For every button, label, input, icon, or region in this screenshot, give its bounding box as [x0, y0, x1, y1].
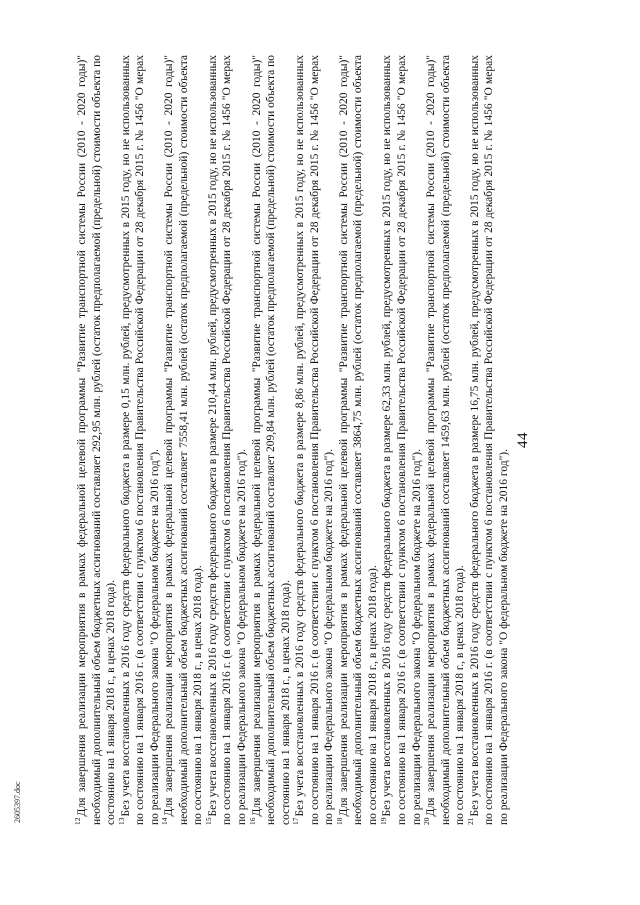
rotated-content — [13, 55, 531, 825]
footnote-text: Для завершения реализации мероприятия в рамках федеральной целевой программы "Развитие транспортной системы России (2010 - 2020 годы)" необходимый дополнительный объем бюджетных ассигнований составляет 7558,41 млн. рублей (остаток предполагаемой (предельной) стоимости объекта по состоянию на 1 января 2018 г., в ценах 2018 года). — [163, 55, 205, 825]
footnote-text: Для завершения реализации мероприятия в рамках федеральной целевой программы "Развитие транспортной системы России (2010 - 2020 годы)" необходимый дополнительный объем бюджетных ассигнований составляет 209,84 млн. рублей (остаток предполагаемой (предельной) стоимости объекта по состоянию на 1 января 2018 г., в ценах 2018 года). — [250, 55, 292, 825]
footnote-text: Для завершения реализации мероприятия в рамках федеральной целевой программы "Развитие транспортной системы России (2010 - 2020 годы)" необходимый дополнительный объем бюджетных ассигнований составляет 292,95 млн. рублей (остаток предполагаемой (предельной) стоимости объекта по состоянию на 1 января 2018 г., в ценах 2018 года). — [76, 55, 118, 825]
footnote-marker: 13 — [116, 817, 126, 825]
footnote — [75, 55, 119, 825]
footnote-marker: 15 — [204, 817, 214, 825]
footnote — [162, 55, 206, 825]
footnote — [380, 55, 424, 825]
footnote-text: Без учета восстановленных в 2016 году средств федерального бюджета в размере 210,44 млн. рублей, предусмотренных в 2015 году, но не использованных по состоянию на 1 января 2016 г. (в соответствии с пунктом 6 постановления Правительства Российской Федерации от 28 декабря 2015 г. № 1456 "О мерах по реализации Федерального закона "О федеральном бюджете на 2016 год"). — [206, 55, 249, 825]
footnote — [337, 55, 381, 825]
footnote-text: Для завершения реализации мероприятия в рамках федеральной целевой программы "Развитие транспортной системы России (2010 - 2020 годы)" необходимый дополнительный объем бюджетных ассигнований составляет 3864,75 млн. рублей (остаток предполагаемой (предельной) стоимости объекта по состоянию на 1 января 2018 г., в ценах 2018 года). — [337, 55, 379, 825]
page-number: 44 — [515, 432, 531, 448]
footnote-marker: 14 — [160, 817, 170, 825]
footnote-marker: 19 — [378, 817, 388, 825]
footnote-text: Без учета восстановленных в 2016 году средств федерального бюджета в размере 62,33 млн. рублей, предусмотренных в 2015 году, но не использованных по состоянию на 1 января 2016 г. (в соответствии с пунктом 6 постановления Правительства Российской Федерации от 28 декабря 2015 г. № 1456 "О мерах по реализации Федерального закона "О федеральном бюджете на 2016 год"). — [381, 55, 423, 825]
footnote — [424, 55, 468, 825]
footnote-text: Без учета восстановленных в 2016 году средств федерального бюджета в размере 8,86 млн. рублей, предусмотренных в 2015 году, но не использованных по состоянию на 1 января 2016 г. (в соответствии с пунктом 6 постановления Правительства Российской Федерации от 28 декабря 2015 г. № 1456 "О мерах по реализации Федерального закона "О федеральном бюджете на 2016 год"). — [294, 55, 336, 825]
footnote-marker: 18 — [335, 817, 345, 825]
footnote-marker: 12 — [73, 817, 83, 825]
footnote-marker: 21 — [465, 817, 475, 825]
footnote-text: Для завершения реализации мероприятия в рамках федеральной целевой программы "Развитие транспортной системы России (2010 - 2020 годы)" необходимый дополнительный объем бюджетных ассигнований составляет 1459,63 млн. рублей (остаток предполагаемой (предельной) стоимости объекта по состоянию на 1 января 2018 г., в ценах 2018 года). — [425, 55, 467, 825]
footnote-text: Без учета восстановленных в 2016 году средств федерального бюджета в размере 0,15 млн. рублей, предусмотренных в 2015 году, но не использованных по состоянию на 1 января 2016 г. (в соответствии с пунктом 6 постановления Правительства Российской Федерации от 28 декабря 2015 г. № 1456 "О мерах по реализации Федерального закона "О федеральном бюджете на 2016 год"). — [119, 55, 161, 825]
footnote-text: Без учета восстановленных в 2016 году средств федерального бюджета в размере 16,75 млн. рублей, предусмотренных в 2015 году, но не использованных по состоянию на 1 января 2016 г. (в соответствии с пунктом 6 постановления Правительства Российской Федерации от 28 декабря 2015 г. № 1456 "О мерах по реализации Федерального закона "О федеральном бюджете на 2016 год"). — [468, 55, 510, 825]
footnote — [247, 55, 294, 825]
footnote — [206, 55, 250, 825]
footnotes-block — [75, 55, 511, 825]
footnote-marker: 20 — [422, 817, 432, 825]
footnote — [465, 55, 512, 825]
footnote — [116, 55, 163, 825]
document-code: 2605397.doc — [13, 781, 22, 823]
footnote-marker: 16 — [247, 817, 257, 825]
footnote-marker: 17 — [291, 817, 301, 825]
footnote — [293, 55, 337, 825]
